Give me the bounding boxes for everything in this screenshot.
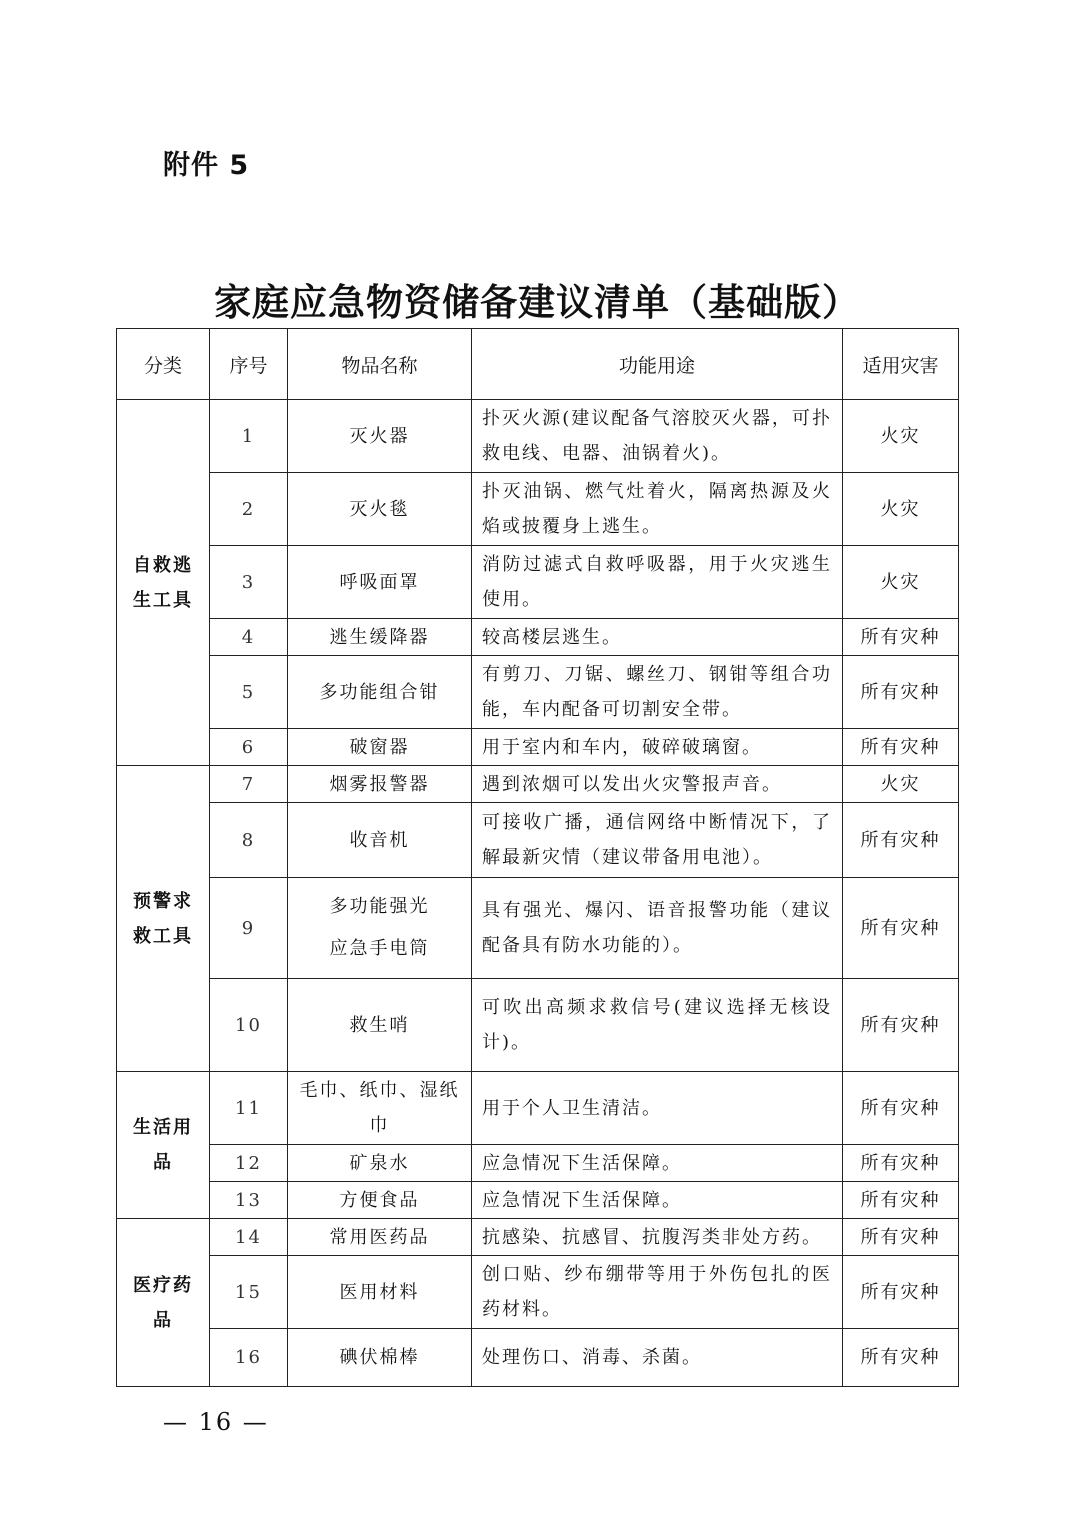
seq-cell: 7 bbox=[210, 766, 288, 803]
function-cell: 遇到浓烟可以发出火灾警报声音。 bbox=[472, 766, 843, 803]
page-number: — 16 — bbox=[163, 1408, 269, 1436]
table-row bbox=[117, 1329, 959, 1387]
disaster-cell: 火灾 bbox=[843, 473, 959, 546]
table-row bbox=[117, 803, 959, 878]
disaster-cell: 所有灾种 bbox=[843, 656, 959, 729]
category-cell: 自救逃生工具 bbox=[117, 400, 210, 766]
disaster-cell: 所有灾种 bbox=[843, 1072, 959, 1145]
item-name-cell: 烟雾报警器 bbox=[288, 766, 472, 803]
table-row bbox=[117, 729, 959, 766]
seq-cell: 6 bbox=[210, 729, 288, 766]
category-cell: 预警求救工具 bbox=[117, 766, 210, 1072]
function-cell: 可接收广播，通信网络中断情况下，了解最新灾情（建议带备用电池）。 bbox=[472, 803, 843, 878]
function-cell: 用于个人卫生清洁。 bbox=[472, 1072, 843, 1145]
item-name-cell bbox=[288, 878, 472, 979]
item-name-cell: 灭火器 bbox=[288, 400, 472, 473]
item-name-cell: 碘伏棉棒 bbox=[288, 1329, 472, 1387]
seq-cell: 15 bbox=[210, 1256, 288, 1329]
seq-cell: 5 bbox=[210, 656, 288, 729]
seq-cell: 10 bbox=[210, 979, 288, 1072]
function-cell: 有剪刀、刀锯、螺丝刀、钢钳等组合功能，车内配备可切割安全带。 bbox=[472, 656, 843, 729]
function-cell: 可吹出高频求救信号(建议选择无核设计)。 bbox=[472, 979, 843, 1072]
item-name-line: 多功能强光 bbox=[329, 896, 430, 917]
attachment-label: 附件 5 bbox=[163, 150, 250, 181]
seq-cell: 1 bbox=[210, 400, 288, 473]
table-row bbox=[117, 473, 959, 546]
disaster-cell: 所有灾种 bbox=[843, 619, 959, 656]
item-name-cell: 毛巾、纸巾、湿纸巾 bbox=[288, 1072, 472, 1145]
function-cell: 创口贴、纱布绷带等用于外伤包扎的医药材料。 bbox=[472, 1256, 843, 1329]
header-disaster: 适用灾害 bbox=[843, 329, 959, 400]
header-seq: 序号 bbox=[210, 329, 288, 400]
item-name-cell: 常用医药品 bbox=[288, 1219, 472, 1256]
table-row bbox=[117, 979, 959, 1072]
disaster-cell: 所有灾种 bbox=[843, 729, 959, 766]
table-row bbox=[117, 1219, 959, 1256]
item-name-cell: 方便食品 bbox=[288, 1182, 472, 1219]
table-row bbox=[117, 1182, 959, 1219]
seq-cell: 11 bbox=[210, 1072, 288, 1145]
disaster-cell: 所有灾种 bbox=[843, 878, 959, 979]
document-title: 家庭应急物资储备建议清单（基础版） bbox=[214, 281, 860, 324]
table-row bbox=[117, 1072, 959, 1145]
function-cell: 应急情况下生活保障。 bbox=[472, 1182, 843, 1219]
item-name-cell: 收音机 bbox=[288, 803, 472, 878]
disaster-cell: 所有灾种 bbox=[843, 1145, 959, 1182]
seq-cell: 9 bbox=[210, 878, 288, 979]
function-cell: 扑灭油锅、燃气灶着火，隔离热源及火焰或披覆身上逃生。 bbox=[472, 473, 843, 546]
function-cell: 抗感染、抗感冒、抗腹泻类非处方药。 bbox=[472, 1219, 843, 1256]
header-item-name: 物品名称 bbox=[288, 329, 472, 400]
disaster-cell: 所有灾种 bbox=[843, 1256, 959, 1329]
seq-cell: 8 bbox=[210, 803, 288, 878]
function-cell: 较高楼层逃生。 bbox=[472, 619, 843, 656]
item-name-cell: 破窗器 bbox=[288, 729, 472, 766]
header-function: 功能用途 bbox=[472, 329, 843, 400]
disaster-cell: 所有灾种 bbox=[843, 1219, 959, 1256]
disaster-cell: 所有灾种 bbox=[843, 1329, 959, 1387]
seq-cell: 4 bbox=[210, 619, 288, 656]
table-row bbox=[117, 400, 959, 473]
item-name-line: 应急手电筒 bbox=[329, 938, 430, 959]
table-row bbox=[117, 656, 959, 729]
table-row bbox=[117, 619, 959, 656]
disaster-cell: 火灾 bbox=[843, 766, 959, 803]
item-name-cell: 救生哨 bbox=[288, 979, 472, 1072]
function-cell: 用于室内和车内，破碎破璃窗。 bbox=[472, 729, 843, 766]
function-cell: 扑灭火源(建议配备气溶胶灭火器，可扑救电线、电器、油锅着火)。 bbox=[472, 400, 843, 473]
item-name-cell: 医用材料 bbox=[288, 1256, 472, 1329]
disaster-cell: 火灾 bbox=[843, 546, 959, 619]
seq-cell: 13 bbox=[210, 1182, 288, 1219]
item-name-cell: 矿泉水 bbox=[288, 1145, 472, 1182]
disaster-cell: 所有灾种 bbox=[843, 979, 959, 1072]
disaster-cell: 所有灾种 bbox=[843, 1182, 959, 1219]
table-row bbox=[117, 546, 959, 619]
item-name-cell: 呼吸面罩 bbox=[288, 546, 472, 619]
function-cell: 处理伤口、消毒、杀菌。 bbox=[472, 1329, 843, 1387]
function-cell: 消防过滤式自救呼吸器，用于火灾逃生使用。 bbox=[472, 546, 843, 619]
table-row bbox=[117, 766, 959, 803]
table-header-row bbox=[117, 329, 959, 400]
seq-cell: 16 bbox=[210, 1329, 288, 1387]
seq-cell: 3 bbox=[210, 546, 288, 619]
category-cell: 生活用品 bbox=[117, 1072, 210, 1219]
item-name-cell: 多功能组合钳 bbox=[288, 656, 472, 729]
item-name-cell: 灭火毯 bbox=[288, 473, 472, 546]
table-row bbox=[117, 1256, 959, 1329]
item-name-cell: 逃生缓降器 bbox=[288, 619, 472, 656]
category-cell: 医疗药品 bbox=[117, 1219, 210, 1387]
seq-cell: 12 bbox=[210, 1145, 288, 1182]
emergency-supplies-table bbox=[116, 328, 959, 1387]
table-row bbox=[117, 1145, 959, 1182]
function-cell: 具有强光、爆闪、语音报警功能（建议配备具有防水功能的）。 bbox=[472, 878, 843, 979]
disaster-cell: 火灾 bbox=[843, 400, 959, 473]
function-cell: 应急情况下生活保障。 bbox=[472, 1145, 843, 1182]
disaster-cell: 所有灾种 bbox=[843, 803, 959, 878]
seq-cell: 14 bbox=[210, 1219, 288, 1256]
header-category: 分类 bbox=[117, 329, 210, 400]
table-row bbox=[117, 878, 959, 979]
seq-cell: 2 bbox=[210, 473, 288, 546]
